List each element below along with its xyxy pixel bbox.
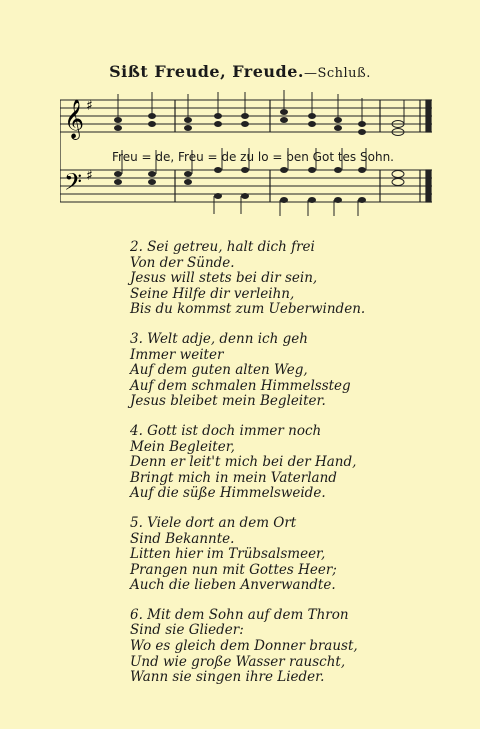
stanza-line: 3. Welt adje, denn ich geh [130,330,308,347]
treble-clef: 𝄞 [64,99,85,139]
stanza-4 [130,424,450,502]
stanza-line: 6. Mit dem Sohn auf dem Thron [130,606,349,623]
stanza-line: Sind sie Glieder: [130,622,244,639]
stanza-line: Bis du kommst zum Ueberwinden. [130,301,366,318]
stanza-line: Und wie große Wasser rauscht, [130,653,346,670]
hymn-title-text: Sißt Freude, Freude. [109,62,304,81]
stanza-line: Denn er leit't mich bei der Hand, [130,454,357,471]
stanza-line: Immer weiter [130,346,224,363]
stanza-line: Wo es gleich dem Donner braust, [130,638,358,655]
stanza-line: Auf dem schmalen Himmelssteg [130,377,351,394]
stanza-line: Jesus will stets bei dir sein, [130,270,318,287]
stanza-line: Auf dem guten alten Weg, [130,362,308,379]
stanza-5 [130,516,450,594]
bass-notes [114,167,404,203]
melody-lyric-line: Freu = de, Freu = de zu lo = ben Got tes Sohn. [112,150,394,164]
stanza-6 [130,608,450,686]
stanza-3 [130,332,450,410]
stanza-line: Auf die süße Himmelsweide. [130,485,326,502]
stanza-line: 4. Gott ist doch immer noch [130,422,322,439]
treble-key-sharp: ♯ [86,98,93,114]
bass-clef: 𝄢 [64,168,83,201]
stanza-line: Litten hier im Trübsalsmeer, [130,546,326,563]
treble-stems [118,90,404,124]
stanza-line: Auch die lieben Anverwandte. [130,577,336,594]
stanza-line: Jesus bleibet mein Begleiter. [130,393,326,410]
stanza-line: Bringt mich in mein Vaterland [130,469,337,486]
stanza-line: Seine Hilfe dir verleihn, [130,285,295,302]
stanza-line: 5. Viele dort an dem Ort [130,514,297,531]
stanza-2 [130,240,450,318]
stanza-line: Mein Begleiter, [130,438,235,455]
stanza-line: Wann sie singen ihre Lieder. [130,669,325,686]
hymn-title [0,62,480,81]
stanza-line: Sind Bekannte. [130,530,235,547]
stanza-line: 2. Sei getreu, halt dich frei [130,239,315,255]
hymn-title-suffix: —Schluß. [303,66,371,81]
bass-key-sharp: ♯ [86,168,93,184]
stanza-line: Von der Sünde. [130,254,235,271]
stanza-line: Prangen nun mit Gottes Heer; [130,561,337,578]
stanza-list [130,240,450,700]
